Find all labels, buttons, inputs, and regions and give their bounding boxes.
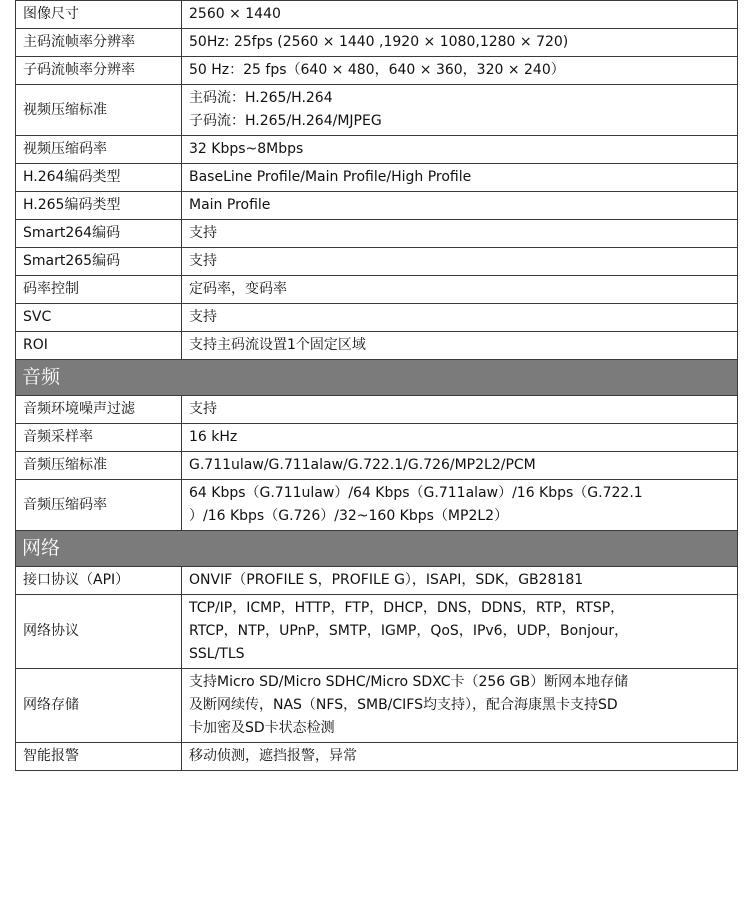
spec-value (182, 276, 738, 304)
spec-value-line: 50 Hz：25 fps（640 × 480，640 × 360，320 × 240） (189, 62, 565, 78)
spec-label: H.264编码类型 (16, 164, 182, 192)
spec-value (182, 29, 738, 57)
spec-row (16, 29, 738, 57)
spec-value-line: TCP/IP，ICMP，HTTP，FTP，DHCP，DNS，DDNS，RTP，RTSP， (189, 600, 625, 616)
spec-value-line: 移动侦测，遮挡报警，异常 (189, 748, 357, 764)
spec-value-line: 64 Kbps（G.711ulaw）/64 Kbps（G.711alaw）/16 Kbps（G.722.1 (189, 485, 643, 501)
spec-value (182, 164, 738, 192)
spec-row (16, 480, 738, 531)
spec-row (16, 332, 738, 360)
spec-value-line: 支持主码流设置1个固定区域 (189, 337, 366, 353)
spec-label: Smart265编码 (16, 248, 182, 276)
spec-row (16, 136, 738, 164)
spec-value (182, 332, 738, 360)
spec-value-line: 2560 × 1440 (189, 6, 281, 22)
spec-value (182, 567, 738, 595)
spec-value (182, 452, 738, 480)
spec-value-line: 支持 (189, 253, 217, 269)
spec-label: 接口协议（API） (16, 567, 182, 595)
spec-label: 音频压缩码率 (16, 480, 182, 531)
spec-row (16, 248, 738, 276)
spec-value-line: BaseLine Profile/Main Profile/High Profile (189, 169, 472, 185)
section-header-audio (16, 360, 738, 396)
spec-label: 智能报警 (16, 743, 182, 771)
spec-value (182, 136, 738, 164)
spec-value (182, 396, 738, 424)
spec-value (182, 304, 738, 332)
spec-label: 码率控制 (16, 276, 182, 304)
spec-value-line: 子码流：H.265/H.264/MJPEG (189, 113, 382, 129)
spec-value (182, 57, 738, 85)
spec-value-line: RTCP，NTP，UPnP，SMTP，IGMP，QoS，IPv6，UDP，Bonjour， (189, 623, 629, 639)
spec-label: 子码流帧率分辨率 (16, 57, 182, 85)
spec-value-line: 支持 (189, 309, 217, 325)
spec-label: 视频压缩标准 (16, 85, 182, 136)
spec-label: Smart264编码 (16, 220, 182, 248)
spec-value (182, 480, 738, 531)
spec-value (182, 595, 738, 669)
spec-label: 音频环境噪声过滤 (16, 396, 182, 424)
spec-value-line: 定码率，变码率 (189, 281, 287, 297)
spec-label: 音频采样率 (16, 424, 182, 452)
spec-row (16, 595, 738, 669)
spec-value-line: SSL/TLS (189, 646, 245, 662)
spec-value (182, 85, 738, 136)
spec-value (182, 248, 738, 276)
spec-row (16, 85, 738, 136)
section-title: 网络 (16, 531, 738, 567)
spec-value-line: 及断网续传，NAS（NFS，SMB/CIFS均支持），配合海康黑卡支持SD (189, 697, 618, 713)
spec-row (16, 57, 738, 85)
spec-row (16, 669, 738, 743)
section-header-network (16, 531, 738, 567)
section-title: 音频 (16, 360, 738, 396)
spec-value (182, 1, 738, 29)
spec-label: H.265编码类型 (16, 192, 182, 220)
spec-value-line: Main Profile (189, 197, 271, 213)
spec-value-line: G.711ulaw/G.711alaw/G.722.1/G.726/MP2L2/PCM (189, 457, 536, 473)
spec-row (16, 567, 738, 595)
spec-value-line: 主码流：H.265/H.264 (189, 90, 333, 106)
spec-label: 音频压缩标准 (16, 452, 182, 480)
spec-value-line: 支持Micro SD/Micro SDHC/Micro SDXC卡（256 GB）断网本地存储 (189, 674, 629, 690)
spec-row (16, 424, 738, 452)
spec-label: 网络存储 (16, 669, 182, 743)
spec-value-line: ）/16 Kbps（G.726）/32~160 Kbps（MP2L2） (189, 508, 509, 524)
spec-value (182, 669, 738, 743)
spec-row (16, 164, 738, 192)
spec-value-line: 32 Kbps~8Mbps (189, 141, 304, 157)
spec-row (16, 743, 738, 771)
spec-table (15, 0, 738, 771)
spec-value (182, 192, 738, 220)
spec-label: 网络协议 (16, 595, 182, 669)
spec-row (16, 1, 738, 29)
spec-value (182, 743, 738, 771)
spec-label: 图像尺寸 (16, 1, 182, 29)
spec-value-line: 卡加密及SD卡状态检测 (189, 720, 335, 736)
spec-label: 主码流帧率分辨率 (16, 29, 182, 57)
spec-value-line: 50Hz: 25fps (2560 × 1440 ,1920 × 1080,1280 × 720) (189, 34, 569, 50)
spec-value (182, 220, 738, 248)
spec-row (16, 396, 738, 424)
spec-row (16, 304, 738, 332)
spec-row (16, 220, 738, 248)
spec-value-line: 支持 (189, 401, 217, 417)
spec-value-line: 16 kHz (189, 429, 238, 445)
spec-row (16, 276, 738, 304)
spec-label: 视频压缩码率 (16, 136, 182, 164)
spec-value-line: 支持 (189, 225, 217, 241)
spec-row (16, 452, 738, 480)
spec-label: ROI (16, 332, 182, 360)
spec-value-line: ONVIF（PROFILE S，PROFILE G），ISAPI，SDK，GB28181 (189, 572, 584, 588)
spec-table-body (16, 1, 738, 771)
spec-row (16, 192, 738, 220)
spec-label: SVC (16, 304, 182, 332)
spec-value (182, 424, 738, 452)
